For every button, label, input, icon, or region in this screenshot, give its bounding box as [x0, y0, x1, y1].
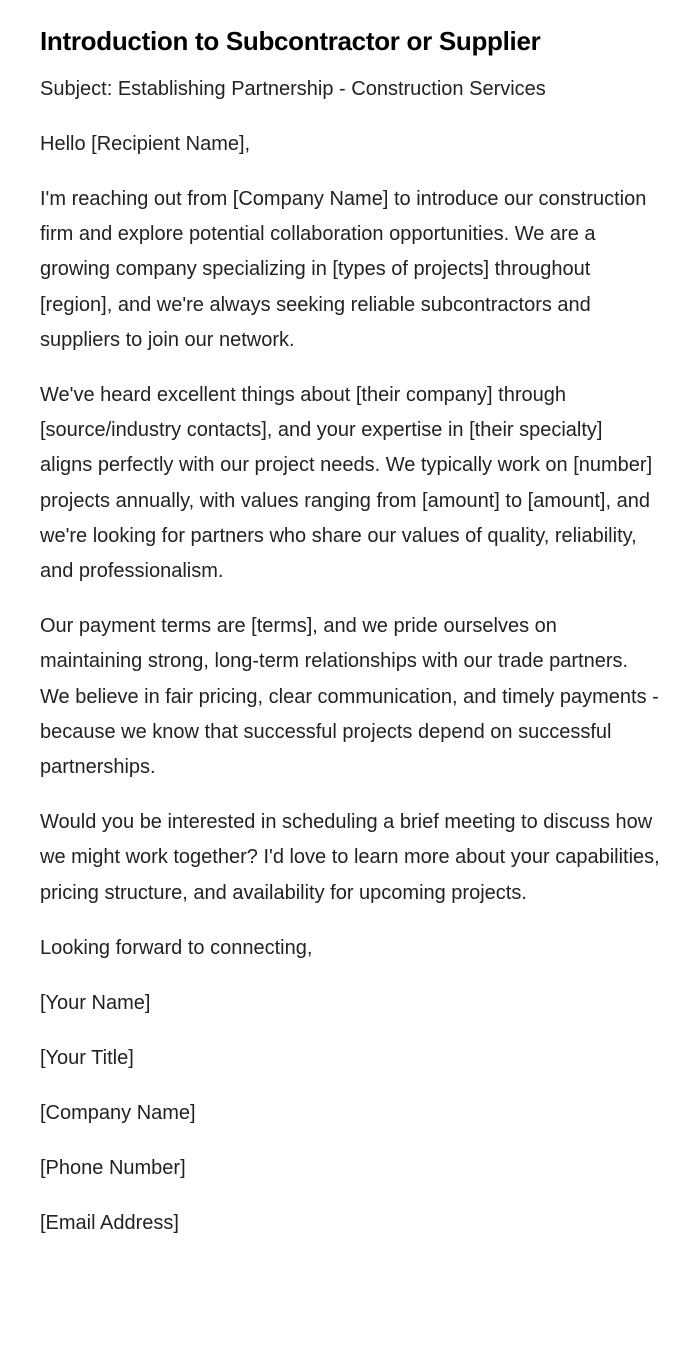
letter-paragraph-meeting-request: Would you be interested in scheduling a brief meeting to discuss how we might work together? I'd love to learn more about your capabilities, pricing structure, and availability for upcoming projects.: [40, 811, 660, 904]
signature-title: [Your Title]: [40, 1046, 134, 1069]
signature-email: [Email Address]: [40, 1211, 179, 1234]
signature-phone: [Phone Number]: [40, 1156, 186, 1179]
signature-name: [Your Name]: [40, 991, 151, 1014]
signature-company: [Company Name]: [40, 1101, 196, 1124]
letter-paragraph-introduction: I'm reaching out from [Company Name] to introduce our construction firm and explore potential collaboration opportunities. We are a growing company specializing in [types of projects] throughout [region], and we're always seeking reliable subcontractors and suppliers to join our network.: [40, 188, 647, 351]
letter-title: Introduction to Subcontractor or Supplier: [40, 26, 541, 56]
letter-paragraph-payment-terms: Our payment terms are [terms], and we pride ourselves on maintaining strong, long-term relationships with our trade partners. We believe in fair pricing, clear communication, and timely payments - because we know that successful projects depend on successful partnerships.: [40, 615, 659, 779]
letter-closing: Looking forward to connecting,: [40, 936, 313, 959]
letter-greeting: Hello [Recipient Name],: [40, 133, 251, 155]
letter-paragraph-expertise: We've heard excellent things about [their company] through [source/industry contacts], and your expertise in [their specialty] aligns perfectly with our project needs. We typically work on [number] projects annually, with values ranging from [amount] to [amount], and we're looking for partners who share our values of quality, reliability, and professionalism.: [40, 384, 653, 583]
letter-subject: Subject: Establishing Partnership - Construction Services: [40, 78, 546, 100]
